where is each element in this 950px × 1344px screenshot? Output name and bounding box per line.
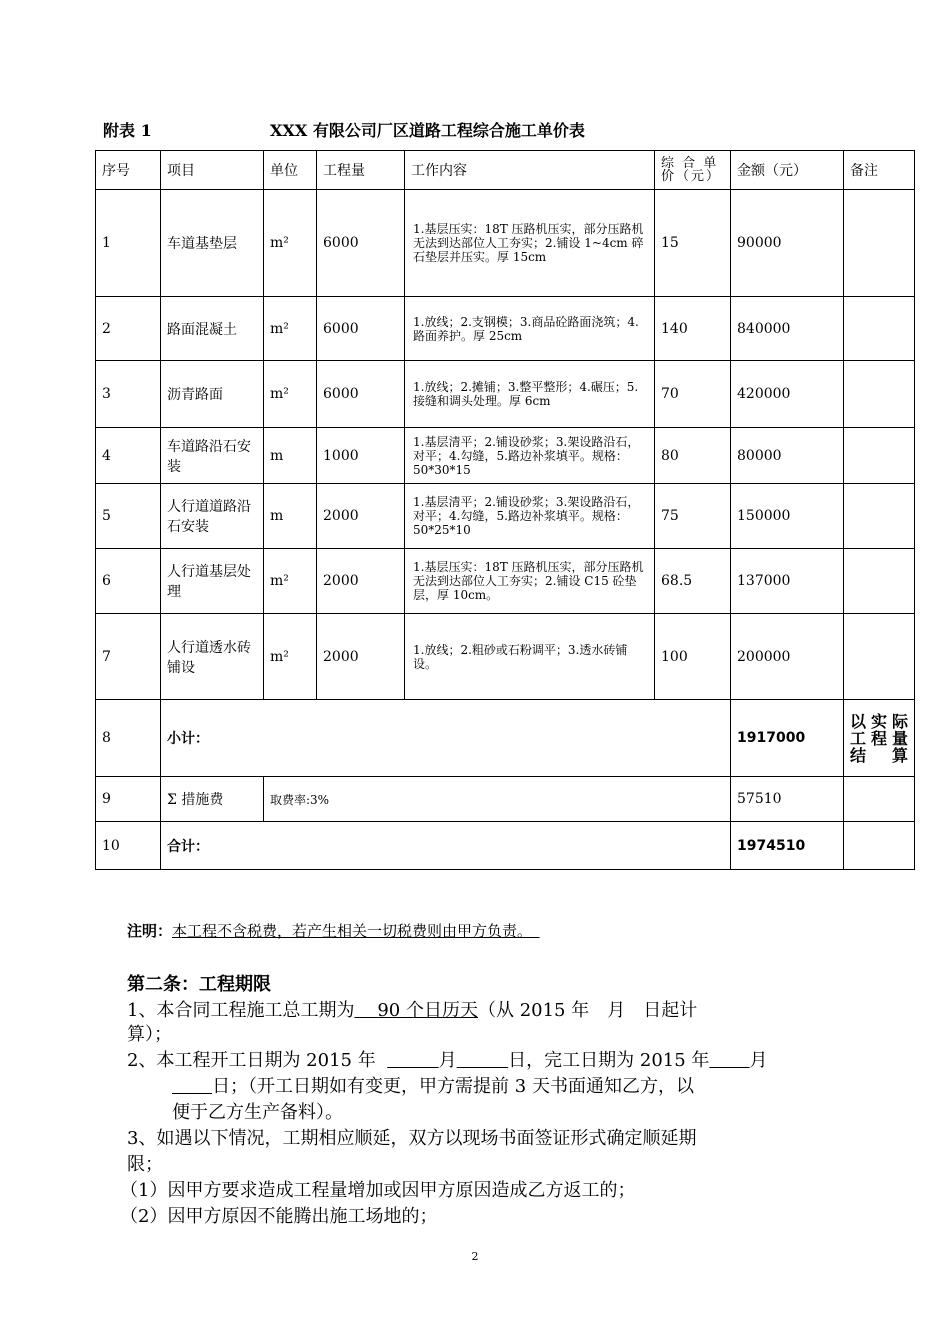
row-unit-price: 70 — [655, 361, 731, 428]
row-quantity: 6000 — [317, 190, 405, 297]
table-row — [96, 428, 915, 484]
header-cell: 序号 — [96, 151, 161, 190]
row-number: 10 — [96, 822, 161, 870]
measures-row — [96, 777, 915, 822]
row-unit: m² — [264, 614, 317, 700]
table-row — [96, 484, 915, 549]
table-row — [96, 614, 915, 700]
row-number: 9 — [96, 777, 161, 822]
row-remark — [844, 549, 915, 614]
row-number: 8 — [96, 700, 161, 777]
row-quantity: 2000 — [317, 614, 405, 700]
row-amount: 420000 — [731, 361, 844, 428]
row-unit-price: 80 — [655, 428, 731, 484]
row-number: 7 — [96, 614, 161, 700]
row-quantity: 6000 — [317, 361, 405, 428]
row-quantity: 2000 — [317, 484, 405, 549]
header-cell: 项目 — [161, 151, 264, 190]
start-month-blank — [387, 1050, 439, 1071]
measures-rate: 取费率:3% — [264, 777, 731, 822]
page-number: 2 — [471, 1250, 479, 1263]
end-day-blank — [172, 1076, 212, 1097]
row-remark — [844, 822, 915, 870]
article-line-2: 2、本工程开工日期为 2015 年 月 日，完工日期为 2015 年 月 — [127, 1050, 768, 1071]
row-remark — [844, 428, 915, 484]
row-number: 3 — [96, 361, 161, 428]
article-line-4: 便于乙方生产备料）。 — [172, 1102, 343, 1123]
row-work-content: 1.放线；2.支钢模；3.商品砼路面浇筑；4.路面养护。厚 25cm — [405, 297, 655, 361]
total-row — [96, 822, 915, 870]
row-number: 5 — [96, 484, 161, 549]
start-day-blank — [457, 1050, 509, 1071]
table-row — [96, 297, 915, 361]
row-work-content: 1.放线；2.摊铺；3.整平整形；4.碾压；5.接缝和调头处理。厚 6cm — [405, 361, 655, 428]
row-unit-price: 15 — [655, 190, 731, 297]
total-label: 合计： — [161, 822, 731, 870]
row-item: 路面混凝土 — [161, 297, 264, 361]
subtotal-label: 小计： — [161, 700, 731, 777]
article-title: 第二条：工程期限 — [127, 974, 271, 995]
header-cell: 金额（元） — [731, 151, 844, 190]
total-amount: 1974510 — [731, 822, 844, 870]
row-remark — [844, 777, 915, 822]
table-row — [96, 190, 915, 297]
article-line-7: （1）因甲方要求造成工程量增加或因甲方原因造成乙方返工的； — [120, 1180, 636, 1201]
row-unit-price: 140 — [655, 297, 731, 361]
table-caption-title: XXX 有限公司厂区道路工程综合施工单价表 — [270, 121, 585, 140]
article-line-8: （2）因甲方原因不能腾出施工场地的； — [120, 1206, 438, 1227]
row-unit: m — [264, 428, 317, 484]
row-item: 人行道透水砖铺设 — [161, 614, 264, 700]
row-quantity: 2000 — [317, 549, 405, 614]
table-row — [96, 361, 915, 428]
row-amount: 137000 — [731, 549, 844, 614]
row-number: 6 — [96, 549, 161, 614]
measures-amount: 57510 — [731, 777, 844, 822]
row-remark — [844, 190, 915, 297]
row-unit: m² — [264, 190, 317, 297]
row-work-content: 1.基层清平；2.铺设砂浆；3.架设路沿石，对平；4.勾缝，5.路边补浆填平。规格：50*30*15 — [405, 428, 655, 484]
header-cell: 综 合 单价（元） — [655, 151, 731, 190]
table-caption-label: 附表 1 — [103, 121, 152, 140]
row-work-content: 1.基层压实：18T 压路机压实，部分压路机无法到达部位人工夯实；2.铺设 C15 砼垫层，厚 10cm。 — [405, 549, 655, 614]
unit-price-table — [95, 150, 915, 870]
row-unit: m — [264, 484, 317, 549]
subtotal-row — [96, 700, 915, 777]
row-unit-price: 68.5 — [655, 549, 731, 614]
article-line-1: 1、本合同工程施工总工期为 90 个日历天（从 2015 年 月 日起计 — [127, 1000, 698, 1021]
row-unit-price: 75 — [655, 484, 731, 549]
row-item: 沥青路面 — [161, 361, 264, 428]
subtotal-remark: 以实际工程量结算 — [844, 700, 915, 777]
row-amount: 200000 — [731, 614, 844, 700]
row-work-content: 1.放线；2.粗砂或石粉调平；3.透水砖铺设。 — [405, 614, 655, 700]
row-quantity: 1000 — [317, 428, 405, 484]
row-item: 车道路沿石安装 — [161, 428, 264, 484]
row-number: 4 — [96, 428, 161, 484]
tax-note — [127, 920, 540, 941]
row-unit: m² — [264, 549, 317, 614]
measures-label: Σ 措施费 — [161, 777, 264, 822]
row-work-content: 1.基层压实：18T 压路机压实，部分压路机无法到达部位人工夯实；2.铺设 1~4cm 碎石垫层并压实。厚 15cm — [405, 190, 655, 297]
article-line-3: 日；（开工日期如有变更，甲方需提前 3 天书面通知乙方，以 — [172, 1074, 694, 1100]
row-amount: 80000 — [731, 428, 844, 484]
header-cell: 单位 — [264, 151, 317, 190]
total-duration: 90 个日历天 — [377, 1000, 478, 1021]
row-number: 2 — [96, 297, 161, 361]
row-item: 车道基垫层 — [161, 190, 264, 297]
row-remark — [844, 614, 915, 700]
article-line-5: 3、如遇以下情况，工期相应顺延，双方以现场书面签证形式确定顺延期 — [127, 1128, 697, 1149]
table-header-row — [96, 151, 915, 190]
row-amount: 90000 — [731, 190, 844, 297]
row-remark — [844, 361, 915, 428]
article-line-6: 限； — [127, 1154, 163, 1175]
row-remark — [844, 297, 915, 361]
row-amount: 840000 — [731, 297, 844, 361]
row-item: 人行道道路沿石安装 — [161, 484, 264, 549]
header-cell: 备注 — [844, 151, 915, 190]
row-remark — [844, 484, 915, 549]
header-cell: 工作内容 — [405, 151, 655, 190]
note-label: 注明： — [127, 922, 173, 940]
row-item: 人行道基层处理 — [161, 549, 264, 614]
end-month-blank — [709, 1050, 749, 1071]
article-line-1b: 算）； — [127, 1024, 172, 1045]
header-cell: 工程量 — [317, 151, 405, 190]
row-unit: m² — [264, 361, 317, 428]
row-unit-price: 100 — [655, 614, 731, 700]
row-unit: m² — [264, 297, 317, 361]
subtotal-amount: 1917000 — [731, 700, 844, 777]
row-work-content: 1.基层清平；2.铺设砂浆；3.架设路沿石，对平；4.勾缝，5.路边补浆填平。规格：50*25*10 — [405, 484, 655, 549]
note-text: 本工程不含税费，若产生相关一切税费则由甲方负责。 — [172, 922, 525, 940]
row-amount: 150000 — [731, 484, 844, 549]
row-quantity: 6000 — [317, 297, 405, 361]
table-row — [96, 549, 915, 614]
row-number: 1 — [96, 190, 161, 297]
